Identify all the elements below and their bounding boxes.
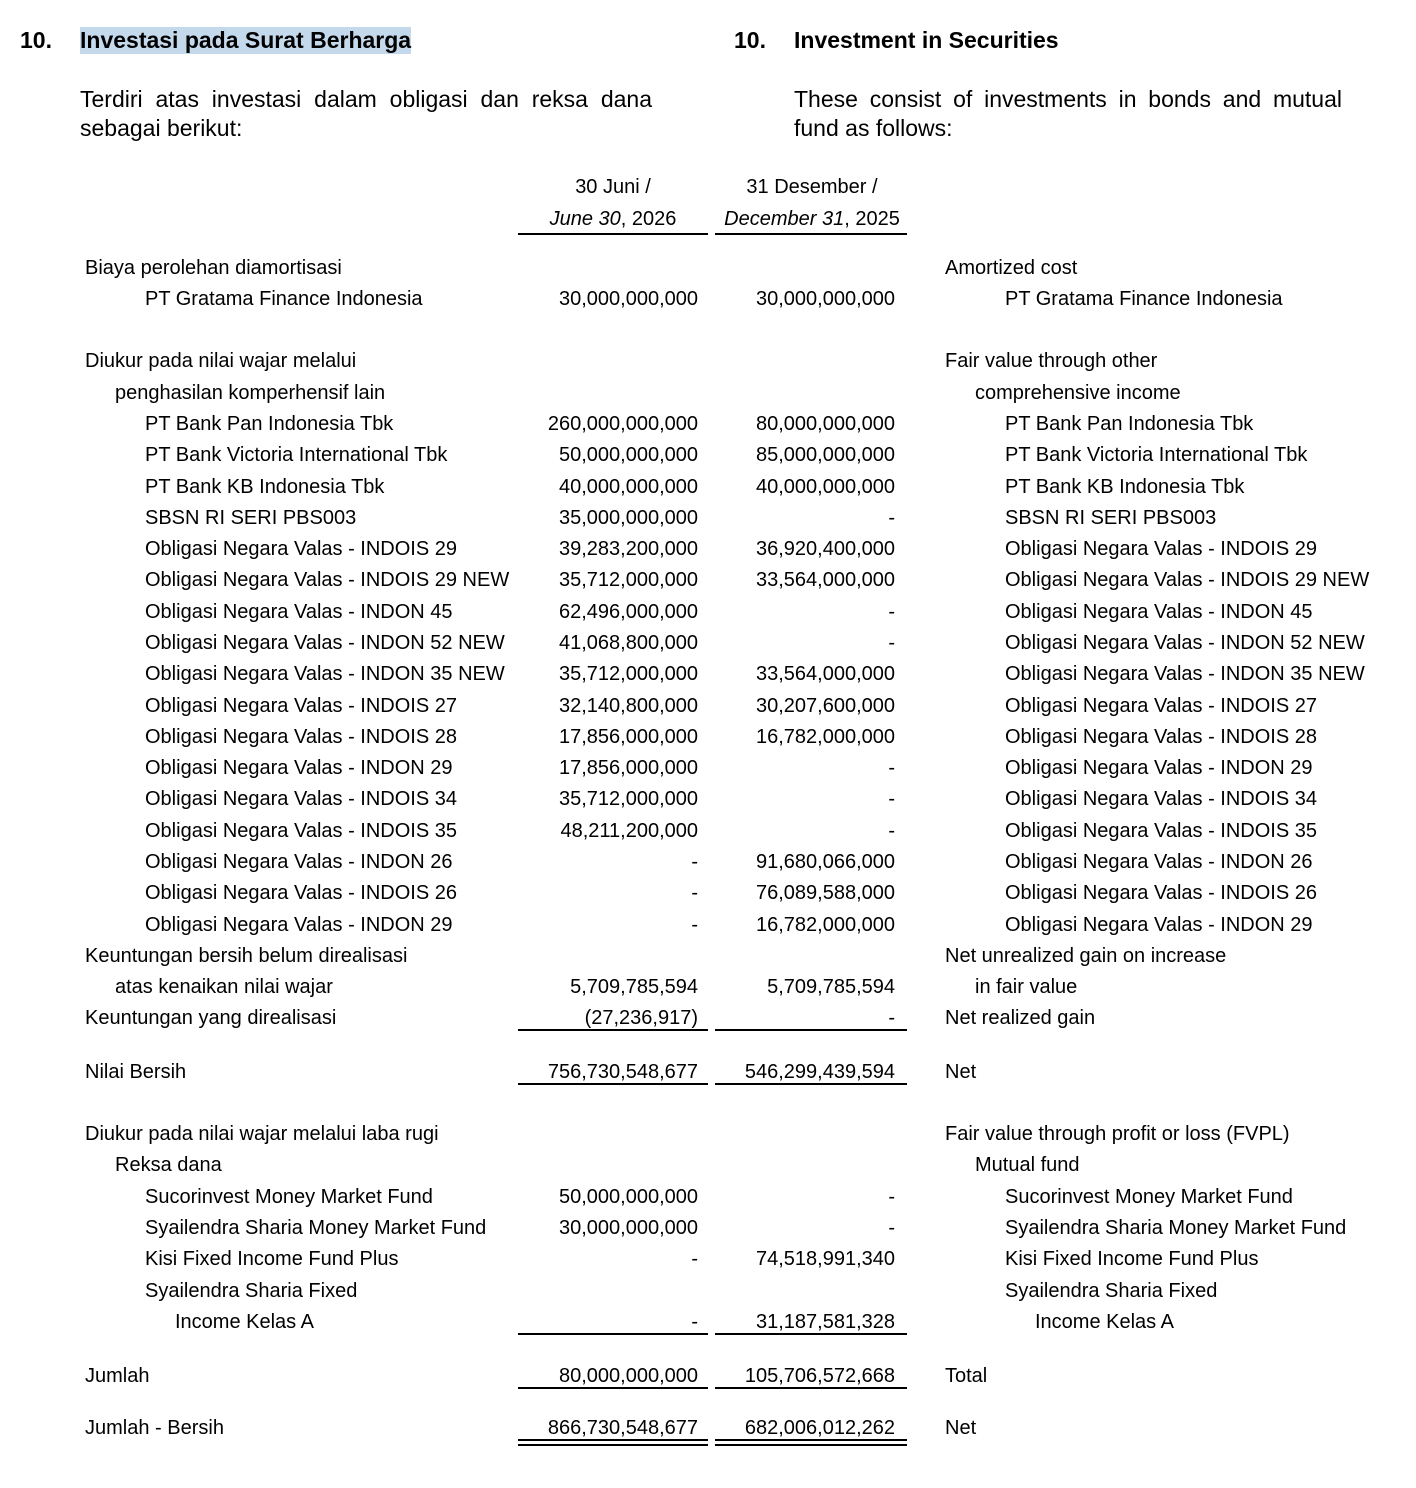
table-row <box>0 753 1416 784</box>
value-2026: 41,068,800,000 <box>558 632 698 654</box>
column-header-2026-underline <box>518 233 708 235</box>
row-label: Diukur pada nilai wajar melalui <box>85 350 357 372</box>
value-2026: 866,730,548,677 <box>547 1417 698 1439</box>
grand-total-double-rule-bottom-2026 <box>518 1444 708 1446</box>
table-row <box>0 1150 1416 1181</box>
row-label-en: Mutual fund <box>975 1154 1080 1176</box>
row-label-en: Kisi Fixed Income Fund Plus <box>1005 1248 1259 1270</box>
value-2025: 80,000,000,000 <box>755 413 895 435</box>
row-label-en: in fair value <box>975 976 1078 998</box>
row-label: PT Bank Pan Indonesia Tbk <box>145 413 394 435</box>
table-row-subtotal <box>0 1057 1416 1088</box>
section-title-right: Investment in Securities <box>794 27 1059 53</box>
value-2026: 48,211,200,000 <box>560 820 698 842</box>
value-2025: - <box>888 1186 895 1208</box>
value-2026: 5,709,785,594 <box>570 976 698 998</box>
row-label-en: PT Bank KB Indonesia Tbk <box>1005 476 1245 498</box>
row-label-en: Obligasi Negara Valas - INDON 29 <box>1005 757 1313 779</box>
value-2025: 33,564,000,000 <box>755 663 895 685</box>
value-2025: 76,089,588,000 <box>755 882 895 904</box>
row-label-en: Obligasi Negara Valas - INDON 29 <box>1005 914 1313 936</box>
row-label: Jumlah - Bersih <box>85 1417 224 1439</box>
row-label: Obligasi Negara Valas - INDOIS 35 <box>145 820 457 842</box>
row-label: Income Kelas A <box>175 1311 314 1333</box>
row-label: Kisi Fixed Income Fund Plus <box>145 1248 399 1270</box>
value-2026: 756,730,548,677 <box>547 1061 698 1083</box>
table-row <box>0 1182 1416 1213</box>
section-title-left: Investasi pada Surat Berharga <box>80 27 412 53</box>
row-label: PT Bank KB Indonesia Tbk <box>145 476 385 498</box>
row-label-en: Sucorinvest Money Market Fund <box>1005 1186 1293 1208</box>
value-2025: 30,000,000,000 <box>755 288 895 310</box>
value-2025: 91,680,066,000 <box>755 851 895 873</box>
value-2026: 62,496,000,000 <box>558 601 698 623</box>
row-label: Obligasi Negara Valas - INDOIS 27 <box>145 695 457 717</box>
value-2025: 30,207,600,000 <box>755 695 895 717</box>
table-row <box>0 910 1416 941</box>
row-label: Jumlah <box>85 1365 150 1387</box>
row-label: Obligasi Negara Valas - INDOIS 28 <box>145 726 457 748</box>
value-2025: - <box>888 1007 895 1029</box>
row-label: Syailendra Sharia Money Market Fund <box>145 1217 487 1239</box>
table-row-total <box>0 1361 1416 1392</box>
value-2025: 546,299,439,594 <box>744 1061 895 1083</box>
table-row <box>0 1276 1416 1307</box>
table-row <box>0 816 1416 847</box>
row-label: penghasilan komperhensif lain <box>115 382 386 404</box>
row-label-en: Obligasi Negara Valas - INDOIS 27 <box>1005 695 1317 717</box>
net-rule-2025 <box>715 1083 907 1085</box>
value-2026: 50,000,000,000 <box>558 444 698 466</box>
table-row <box>0 659 1416 690</box>
table-row <box>0 409 1416 440</box>
value-2025: 85,000,000,000 <box>755 444 895 466</box>
value-2026: 35,712,000,000 <box>558 569 698 591</box>
row-label-en: Obligasi Negara Valas - INDON 52 NEW <box>1005 632 1365 654</box>
row-label-en: Obligasi Negara Valas - INDOIS 29 NEW <box>1005 569 1370 591</box>
row-label-en: PT Gratama Finance Indonesia <box>1005 288 1283 310</box>
row-label: Obligasi Negara Valas - INDOIS 34 <box>145 788 457 810</box>
value-2025: 40,000,000,000 <box>755 476 895 498</box>
subtotal-rule-2026 <box>518 1029 708 1031</box>
value-2026: 260,000,000,000 <box>547 413 698 435</box>
value-2026: - <box>691 1311 698 1333</box>
row-label-en: Total <box>945 1365 988 1387</box>
value-2025: 16,782,000,000 <box>755 914 895 936</box>
value-2025: 5,709,785,594 <box>767 976 895 998</box>
mutual-fund-rule-2025 <box>715 1333 907 1335</box>
subtotal-rule-2025 <box>715 1029 907 1031</box>
table-row-grand-total <box>0 1413 1416 1444</box>
value-2026: 40,000,000,000 <box>558 476 698 498</box>
table-row <box>0 346 1416 377</box>
value-2025: 33,564,000,000 <box>755 569 895 591</box>
row-label: Obligasi Negara Valas - INDON 35 NEW <box>145 663 505 685</box>
table-row <box>0 878 1416 909</box>
table-row <box>0 378 1416 409</box>
section-number-left: 10. <box>20 27 52 53</box>
table-row <box>0 847 1416 878</box>
value-2026: 80,000,000,000 <box>558 1365 698 1387</box>
value-2026: 35,712,000,000 <box>558 788 698 810</box>
intro-left: Terdiri atas investasi dalam obligasi dan reksa dana sebagai berikut: <box>80 86 652 141</box>
row-label-en: Net <box>945 1417 977 1439</box>
value-2025: - <box>888 601 895 623</box>
row-label: Nilai Bersih <box>85 1061 187 1083</box>
value-2026: 35,712,000,000 <box>558 663 698 685</box>
row-label: Keuntungan bersih belum direalisasi <box>85 945 408 967</box>
row-label: SBSN RI SERI PBS003 <box>145 507 357 529</box>
table-row <box>0 784 1416 815</box>
row-label-en: Obligasi Negara Valas - INDOIS 26 <box>1005 882 1317 904</box>
value-2025: 105,706,572,668 <box>744 1365 895 1387</box>
row-label-en: Net <box>945 1061 977 1083</box>
table-row <box>0 1244 1416 1275</box>
total-rule-2025 <box>715 1387 907 1389</box>
row-label: Obligasi Negara Valas - INDON 29 <box>145 757 453 779</box>
column-header-2025-line2: December 31, 2025 <box>724 208 900 230</box>
value-2026: 30,000,000,000 <box>558 288 698 310</box>
table-row <box>0 253 1416 284</box>
row-label: Biaya perolehan diamortisasi <box>85 257 342 279</box>
table-row <box>0 472 1416 503</box>
total-rule-2026 <box>518 1387 708 1389</box>
value-2026: 35,000,000,000 <box>558 507 698 529</box>
value-2026: 30,000,000,000 <box>558 1217 698 1239</box>
value-2026: (27,236,917) <box>584 1007 698 1029</box>
row-label-en: PT Bank Pan Indonesia Tbk <box>1005 413 1254 435</box>
table-row <box>0 691 1416 722</box>
row-label-en: SBSN RI SERI PBS003 <box>1005 507 1217 529</box>
column-header-2025-line1: 31 Desember / <box>746 176 878 198</box>
value-2025: 31,187,581,328 <box>755 1311 895 1333</box>
row-label-en: Obligasi Negara Valas - INDOIS 28 <box>1005 726 1317 748</box>
row-label: Obligasi Negara Valas - INDON 26 <box>145 851 453 873</box>
value-2026: - <box>691 882 698 904</box>
row-label: Diukur pada nilai wajar melalui laba rugi <box>85 1123 439 1145</box>
value-2025: - <box>888 788 895 810</box>
value-2025: 16,782,000,000 <box>755 726 895 748</box>
row-label-en: comprehensive income <box>975 382 1181 404</box>
table-row <box>0 628 1416 659</box>
column-header-2025-underline <box>715 233 907 235</box>
row-label: PT Gratama Finance Indonesia <box>145 288 423 310</box>
row-label: Sucorinvest Money Market Fund <box>145 1186 433 1208</box>
section-number-right: 10. <box>734 27 766 53</box>
row-label: atas kenaikan nilai wajar <box>115 976 333 998</box>
row-label-en: Obligasi Negara Valas - INDON 45 <box>1005 601 1313 623</box>
value-2026: 39,283,200,000 <box>558 538 698 560</box>
column-header-2026-line2: June 30, 2026 <box>549 208 677 230</box>
row-label-en: Obligasi Negara Valas - INDON 26 <box>1005 851 1313 873</box>
value-2025: - <box>888 1217 895 1239</box>
value-2026: - <box>691 1248 698 1270</box>
net-rule-2026 <box>518 1083 708 1085</box>
value-2026: - <box>691 851 698 873</box>
value-2026: 32,140,800,000 <box>558 695 698 717</box>
intro-right: These consist of investments in bonds and mutual fund as follows: <box>794 86 1342 141</box>
row-label-en: Syailendra Sharia Fixed <box>1005 1280 1218 1302</box>
table-row <box>0 972 1416 1003</box>
row-label: Obligasi Negara Valas - INDOIS 26 <box>145 882 457 904</box>
row-label-en: Amortized cost <box>945 257 1078 279</box>
row-label-en: Obligasi Negara Valas - INDOIS 29 <box>1005 538 1317 560</box>
value-2025: - <box>888 507 895 529</box>
value-2025: - <box>888 632 895 654</box>
table-row <box>0 722 1416 753</box>
value-2025: - <box>888 757 895 779</box>
row-label-en: Income Kelas A <box>1035 1311 1174 1333</box>
value-2025: 74,518,991,340 <box>755 1248 895 1270</box>
row-label-en: Net realized gain <box>945 1007 1096 1029</box>
row-label-en: Obligasi Negara Valas - INDON 35 NEW <box>1005 663 1365 685</box>
grand-total-double-rule-bottom-2025 <box>715 1444 907 1446</box>
row-label-en: Obligasi Negara Valas - INDOIS 34 <box>1005 788 1317 810</box>
row-label-en: Fair value through profit or loss (FVPL) <box>945 1123 1290 1145</box>
row-label-en: Obligasi Negara Valas - INDOIS 35 <box>1005 820 1317 842</box>
row-label: Reksa dana <box>115 1154 222 1176</box>
row-label: Obligasi Negara Valas - INDOIS 29 NEW <box>145 569 510 591</box>
table-row <box>0 597 1416 628</box>
table-row <box>0 1119 1416 1150</box>
row-label-en: Syailendra Sharia Money Market Fund <box>1005 1217 1347 1239</box>
table-row <box>0 1213 1416 1244</box>
grand-total-double-rule-top-2025 <box>715 1439 907 1441</box>
row-label: Syailendra Sharia Fixed <box>145 1280 358 1302</box>
value-2025: 36,920,400,000 <box>755 538 895 560</box>
grand-total-double-rule-top-2026 <box>518 1439 708 1441</box>
value-2025: - <box>888 820 895 842</box>
row-label-en: Net unrealized gain on increase <box>945 945 1227 967</box>
table-row <box>0 1307 1416 1338</box>
value-2025: 682,006,012,262 <box>744 1417 895 1439</box>
row-label: Obligasi Negara Valas - INDON 29 <box>145 914 453 936</box>
table-row <box>0 503 1416 534</box>
value-2026: 17,856,000,000 <box>558 726 698 748</box>
row-label-en: PT Bank Victoria International Tbk <box>1005 444 1308 466</box>
mutual-fund-rule-2026 <box>518 1333 708 1335</box>
row-label: Obligasi Negara Valas - INDON 45 <box>145 601 453 623</box>
row-label: Obligasi Negara Valas - INDON 52 NEW <box>145 632 505 654</box>
row-label: Keuntungan yang direalisasi <box>85 1007 337 1029</box>
table-row <box>0 565 1416 596</box>
table-row <box>0 941 1416 972</box>
value-2026: - <box>691 914 698 936</box>
row-label: PT Bank Victoria International Tbk <box>145 444 448 466</box>
row-label: Obligasi Negara Valas - INDOIS 29 <box>145 538 457 560</box>
table-row <box>0 284 1416 315</box>
table-row <box>0 1003 1416 1034</box>
row-label-en: Fair value through other <box>945 350 1158 372</box>
column-header-2026-line1: 30 Juni / <box>575 176 651 198</box>
value-2026: 17,856,000,000 <box>558 757 698 779</box>
table-row <box>0 534 1416 565</box>
value-2026: 50,000,000,000 <box>558 1186 698 1208</box>
table-row <box>0 440 1416 471</box>
